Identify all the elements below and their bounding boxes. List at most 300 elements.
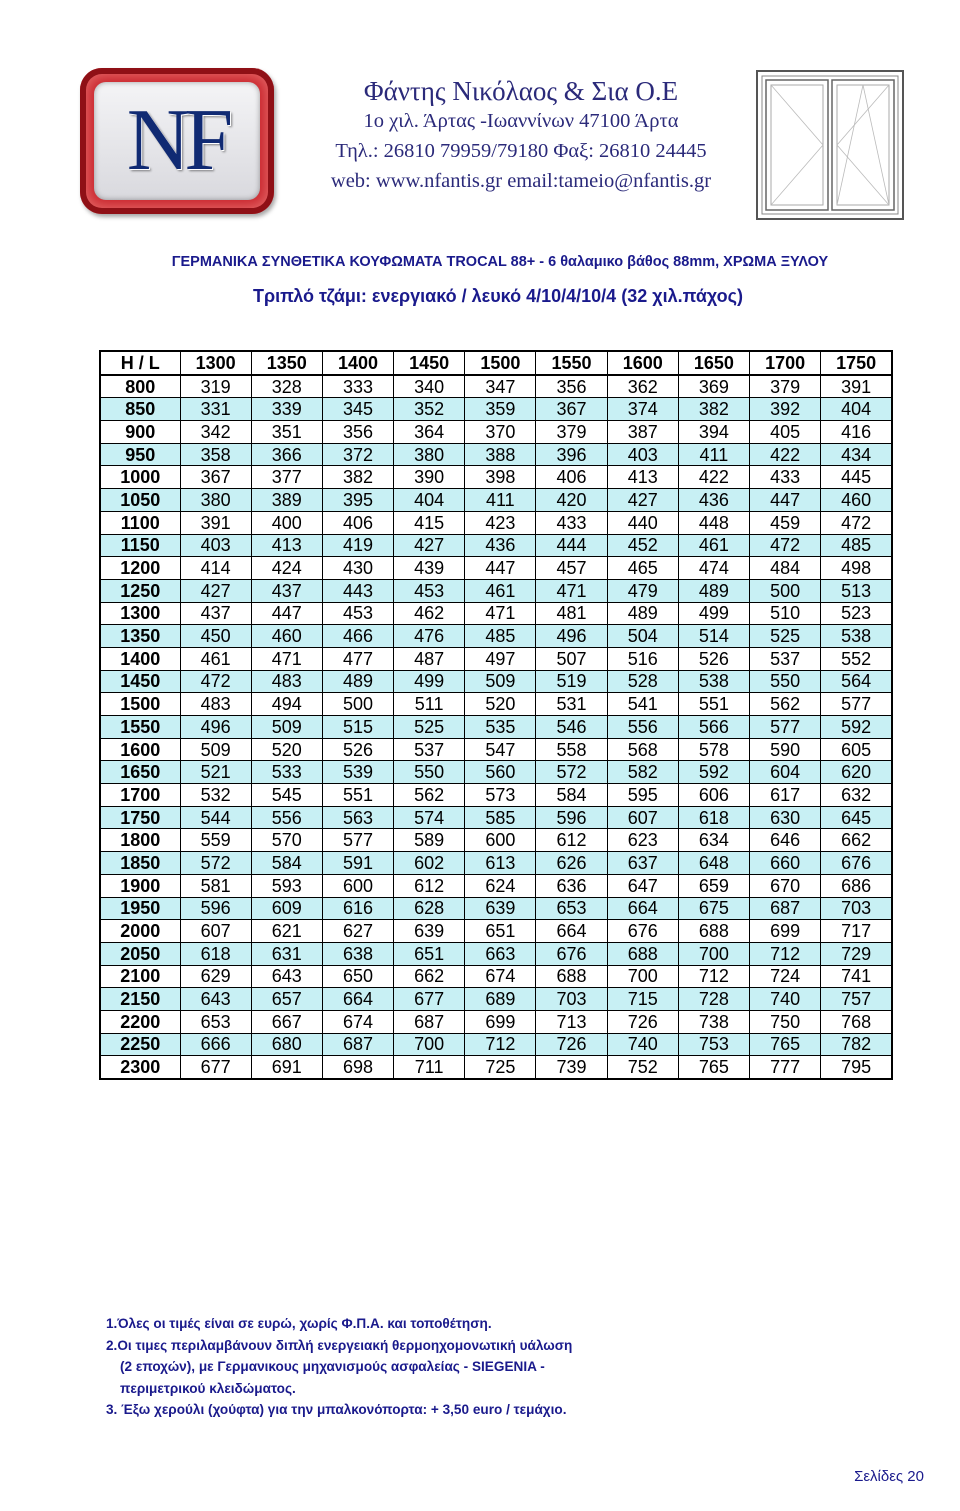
- table-row: [100, 874, 892, 897]
- price-cell: 420: [536, 489, 607, 512]
- table-row: [100, 716, 892, 739]
- price-cell: 572: [536, 761, 607, 784]
- price-cell: 606: [678, 784, 749, 807]
- price-cell: 419: [322, 534, 393, 557]
- price-cell: 459: [750, 511, 821, 534]
- height-cell: 2000: [100, 920, 180, 943]
- height-cell: 2200: [100, 1010, 180, 1033]
- height-cell: 2100: [100, 965, 180, 988]
- price-cell: 433: [536, 511, 607, 534]
- price-cell: 437: [180, 602, 251, 625]
- height-cell: 1100: [100, 511, 180, 534]
- height-cell: 1000: [100, 466, 180, 489]
- price-cell: 531: [536, 693, 607, 716]
- table-row: [100, 1010, 892, 1033]
- price-cell: 729: [821, 942, 892, 965]
- price-cell: 358: [180, 443, 251, 466]
- price-cell: 414: [180, 557, 251, 580]
- price-cell: 582: [607, 761, 678, 784]
- price-cell: 782: [821, 1033, 892, 1056]
- price-cell: 646: [750, 829, 821, 852]
- price-cell: 650: [322, 965, 393, 988]
- price-cell: 664: [607, 897, 678, 920]
- price-cell: 757: [821, 988, 892, 1011]
- height-cell: 800: [100, 375, 180, 398]
- price-cell: 577: [821, 693, 892, 716]
- price-cell: 342: [180, 421, 251, 444]
- price-cell: 609: [251, 897, 322, 920]
- price-cell: 406: [322, 511, 393, 534]
- price-cell: 590: [750, 738, 821, 761]
- price-cell: 447: [750, 489, 821, 512]
- price-cell: 379: [536, 421, 607, 444]
- width-header: 1650: [678, 351, 749, 375]
- price-cell: 602: [394, 852, 465, 875]
- price-cell: 367: [536, 398, 607, 421]
- price-cell: 653: [536, 897, 607, 920]
- price-cell: 700: [678, 942, 749, 965]
- price-cell: 551: [678, 693, 749, 716]
- price-cell: 768: [821, 1010, 892, 1033]
- price-cell: 319: [180, 375, 251, 398]
- price-cell: 687: [322, 1033, 393, 1056]
- product-line: ΓΕΡΜΑΝΙΚΑ ΣΥΝΘΕΤΙΚΑ ΚΟΥΦΩΜΑΤΑ TROCAL 88+ - 6 θαλαμικο βάθος 88mm, ΧΡΩΜΑ ΞΥΛΟΥ: [171, 254, 829, 270]
- price-cell: 584: [536, 784, 607, 807]
- price-cell: 537: [750, 647, 821, 670]
- price-cell: 521: [180, 761, 251, 784]
- price-cell: 352: [394, 398, 465, 421]
- note-2: 2.Οι τιμες περιλαμβάνουν διπλή ενεργειακή θερμοηχομονωτική υάλωση: [106, 1337, 573, 1353]
- price-cell: 645: [821, 806, 892, 829]
- price-cell: 405: [750, 421, 821, 444]
- height-cell: 1050: [100, 489, 180, 512]
- price-cell: 400: [251, 511, 322, 534]
- price-cell: 677: [180, 1056, 251, 1079]
- price-cell: 433: [750, 466, 821, 489]
- price-cell: 523: [821, 602, 892, 625]
- price-cell: 604: [750, 761, 821, 784]
- width-header: 1750: [821, 351, 892, 375]
- price-cell: 596: [180, 897, 251, 920]
- table-row: [100, 398, 892, 421]
- price-cell: 680: [251, 1033, 322, 1056]
- price-cell: 489: [607, 602, 678, 625]
- price-cell: 520: [465, 693, 536, 716]
- price-cell: 626: [536, 852, 607, 875]
- price-cell: 535: [465, 716, 536, 739]
- height-cell: 1150: [100, 534, 180, 557]
- price-cell: 634: [678, 829, 749, 852]
- price-cell: 562: [750, 693, 821, 716]
- price-cell: 558: [536, 738, 607, 761]
- price-cell: 703: [821, 897, 892, 920]
- price-cell: 462: [394, 602, 465, 625]
- price-cell: 452: [607, 534, 678, 557]
- price-cell: 592: [678, 761, 749, 784]
- price-cell: 496: [180, 716, 251, 739]
- price-cell: 487: [394, 647, 465, 670]
- price-cell: 331: [180, 398, 251, 421]
- price-cell: 483: [251, 670, 322, 693]
- table-row: [100, 942, 892, 965]
- table-row: [100, 625, 892, 648]
- price-cell: 453: [322, 602, 393, 625]
- price-cell: 562: [394, 784, 465, 807]
- price-cell: 547: [465, 738, 536, 761]
- price-cell: 415: [394, 511, 465, 534]
- price-cell: 728: [678, 988, 749, 1011]
- table-row: [100, 375, 892, 398]
- price-cell: 460: [821, 489, 892, 512]
- price-cell: 345: [322, 398, 393, 421]
- table-row: [100, 602, 892, 625]
- price-cell: 519: [536, 670, 607, 693]
- height-cell: 1500: [100, 693, 180, 716]
- price-cell: 476: [394, 625, 465, 648]
- width-header: 1700: [750, 351, 821, 375]
- price-cell: 403: [607, 443, 678, 466]
- price-cell: 394: [678, 421, 749, 444]
- height-cell: 1250: [100, 579, 180, 602]
- price-cell: 351: [251, 421, 322, 444]
- price-cell: 532: [180, 784, 251, 807]
- page-number: Σελίδες 20: [854, 1468, 924, 1485]
- table-row: [100, 466, 892, 489]
- price-cell: 390: [394, 466, 465, 489]
- price-cell: 550: [394, 761, 465, 784]
- price-cell: 411: [465, 489, 536, 512]
- price-cell: 676: [607, 920, 678, 943]
- price-cell: 651: [394, 942, 465, 965]
- price-cell: 356: [322, 421, 393, 444]
- price-cell: 688: [607, 942, 678, 965]
- price-cell: 688: [678, 920, 749, 943]
- price-cell: 450: [180, 625, 251, 648]
- height-cell: 1700: [100, 784, 180, 807]
- price-cell: 537: [394, 738, 465, 761]
- price-cell: 621: [251, 920, 322, 943]
- price-cell: 516: [607, 647, 678, 670]
- table-row: [100, 534, 892, 557]
- price-cell: 612: [394, 874, 465, 897]
- price-cell: 593: [251, 874, 322, 897]
- price-cell: 339: [251, 398, 322, 421]
- price-cell: 552: [821, 647, 892, 670]
- price-cell: 388: [465, 443, 536, 466]
- price-cell: 513: [821, 579, 892, 602]
- price-cell: 713: [536, 1010, 607, 1033]
- table-row: [100, 897, 892, 920]
- price-cell: 711: [394, 1056, 465, 1079]
- price-cell: 703: [536, 988, 607, 1011]
- price-cell: 643: [180, 988, 251, 1011]
- price-cell: 585: [465, 806, 536, 829]
- price-cell: 479: [607, 579, 678, 602]
- price-cell: 436: [465, 534, 536, 557]
- price-cell: 765: [678, 1056, 749, 1079]
- price-cell: 752: [607, 1056, 678, 1079]
- width-header: 1300: [180, 351, 251, 375]
- price-cell: 364: [394, 421, 465, 444]
- price-cell: 413: [607, 466, 678, 489]
- price-cell: 485: [465, 625, 536, 648]
- price-cell: 380: [394, 443, 465, 466]
- price-cell: 404: [821, 398, 892, 421]
- price-cell: 564: [821, 670, 892, 693]
- price-cell: 500: [322, 693, 393, 716]
- window-illustration: [756, 70, 904, 220]
- price-cell: 738: [678, 1010, 749, 1033]
- company-phone: Τηλ.: 26810 79959/79180 Φαξ: 26810 24445: [335, 140, 707, 162]
- price-cell: 382: [322, 466, 393, 489]
- price-cell: 573: [465, 784, 536, 807]
- price-cell: 741: [821, 965, 892, 988]
- price-cell: 404: [394, 489, 465, 512]
- company-web: web: www.nfantis.gr email:tameio@nfantis.gr: [330, 170, 712, 192]
- price-cell: 520: [251, 738, 322, 761]
- price-cell: 423: [465, 511, 536, 534]
- price-cell: 472: [821, 511, 892, 534]
- price-cell: 624: [465, 874, 536, 897]
- note-2-end: περιμετρικού κλειδώματος.: [120, 1380, 296, 1396]
- price-cell: 674: [465, 965, 536, 988]
- price-cell: 639: [394, 920, 465, 943]
- table-row: [100, 647, 892, 670]
- price-cell: 362: [607, 375, 678, 398]
- price-cell: 618: [180, 942, 251, 965]
- price-cell: 662: [394, 965, 465, 988]
- price-cell: 416: [821, 421, 892, 444]
- price-cell: 556: [607, 716, 678, 739]
- price-cell: 481: [536, 602, 607, 625]
- price-cell: 651: [465, 920, 536, 943]
- price-cell: 546: [536, 716, 607, 739]
- price-cell: 577: [322, 829, 393, 852]
- price-cell: 750: [750, 1010, 821, 1033]
- price-cell: 795: [821, 1056, 892, 1079]
- height-cell: 1350: [100, 625, 180, 648]
- price-cell: 777: [750, 1056, 821, 1079]
- height-cell: 950: [100, 443, 180, 466]
- table-row: [100, 557, 892, 580]
- table-body: [100, 375, 892, 1079]
- price-cell: 607: [180, 920, 251, 943]
- note-3: 3. Έξω χερούλι (χούφτα) για την μπαλκονόπορτα: + 3,50 euro / τεμάχιο.: [106, 1402, 567, 1417]
- price-cell: 461: [678, 534, 749, 557]
- height-cell: 1400: [100, 647, 180, 670]
- price-cell: 570: [251, 829, 322, 852]
- price-cell: 739: [536, 1056, 607, 1079]
- price-cell: 630: [750, 806, 821, 829]
- price-cell: 374: [607, 398, 678, 421]
- price-cell: 612: [536, 829, 607, 852]
- price-cell: 556: [251, 806, 322, 829]
- price-cell: 366: [251, 443, 322, 466]
- price-cell: 396: [536, 443, 607, 466]
- height-cell: 1900: [100, 874, 180, 897]
- price-cell: 466: [322, 625, 393, 648]
- price-cell: 387: [607, 421, 678, 444]
- price-cell: 613: [465, 852, 536, 875]
- price-cell: 526: [322, 738, 393, 761]
- height-cell: 1650: [100, 761, 180, 784]
- notes: [106, 1313, 706, 1421]
- price-cell: 369: [678, 375, 749, 398]
- width-header: 1500: [465, 351, 536, 375]
- price-cell: 639: [465, 897, 536, 920]
- height-cell: 1300: [100, 602, 180, 625]
- price-cell: 525: [394, 716, 465, 739]
- table-row: [100, 852, 892, 875]
- price-cell: 600: [465, 829, 536, 852]
- price-cell: 589: [394, 829, 465, 852]
- price-cell: 515: [322, 716, 393, 739]
- table-row: [100, 829, 892, 852]
- price-cell: 551: [322, 784, 393, 807]
- price-cell: 591: [322, 852, 393, 875]
- price-cell: 434: [821, 443, 892, 466]
- price-cell: 616: [322, 897, 393, 920]
- price-cell: 422: [678, 466, 749, 489]
- price-cell: 483: [180, 693, 251, 716]
- price-cell: 477: [322, 647, 393, 670]
- price-cell: 444: [536, 534, 607, 557]
- table-row: [100, 965, 892, 988]
- price-cell: 328: [251, 375, 322, 398]
- price-cell: 666: [180, 1033, 251, 1056]
- price-cell: 607: [607, 806, 678, 829]
- height-cell: 1550: [100, 716, 180, 739]
- price-cell: 367: [180, 466, 251, 489]
- price-cell: 637: [607, 852, 678, 875]
- price-cell: 461: [465, 579, 536, 602]
- price-cell: 765: [750, 1033, 821, 1056]
- width-header: 1550: [536, 351, 607, 375]
- height-cell: 2250: [100, 1033, 180, 1056]
- price-cell: 717: [821, 920, 892, 943]
- note-2-cont: (2 εποχών), με Γερμανικους μηχανισμούς ασφαλείας - SIEGENIA -: [120, 1359, 545, 1374]
- price-cell: 474: [678, 557, 749, 580]
- price-cell: 726: [536, 1033, 607, 1056]
- height-cell: 2300: [100, 1056, 180, 1079]
- table-row: [100, 988, 892, 1011]
- table-row: [100, 920, 892, 943]
- price-cell: 675: [678, 897, 749, 920]
- price-cell: 618: [678, 806, 749, 829]
- table-row: [100, 738, 892, 761]
- price-cell: 674: [322, 1010, 393, 1033]
- price-cell: 568: [607, 738, 678, 761]
- logo-text: NF: [126, 92, 228, 189]
- price-cell: 617: [750, 784, 821, 807]
- corner-header: H / L: [100, 351, 180, 375]
- price-cell: 406: [536, 466, 607, 489]
- price-cell: 627: [322, 920, 393, 943]
- price-cell: 440: [607, 511, 678, 534]
- price-cell: 356: [536, 375, 607, 398]
- width-header: 1400: [322, 351, 393, 375]
- price-cell: 507: [536, 647, 607, 670]
- price-cell: 499: [678, 602, 749, 625]
- price-cell: 392: [750, 398, 821, 421]
- price-cell: 578: [678, 738, 749, 761]
- height-cell: 2050: [100, 942, 180, 965]
- price-cell: 471: [251, 647, 322, 670]
- height-cell: 900: [100, 421, 180, 444]
- price-cell: 460: [251, 625, 322, 648]
- price-cell: 437: [251, 579, 322, 602]
- price-cell: 485: [821, 534, 892, 557]
- height-cell: 2150: [100, 988, 180, 1011]
- price-cell: 504: [607, 625, 678, 648]
- price-cell: 647: [607, 874, 678, 897]
- price-cell: 689: [465, 988, 536, 1011]
- table-row: [100, 761, 892, 784]
- price-cell: 380: [180, 489, 251, 512]
- price-cell: 687: [394, 1010, 465, 1033]
- price-cell: 514: [678, 625, 749, 648]
- table-row: [100, 784, 892, 807]
- price-cell: 498: [821, 557, 892, 580]
- price-cell: 566: [678, 716, 749, 739]
- price-cell: 676: [536, 942, 607, 965]
- glass-spec: Τριπλό τζάμι: ενεργιακό / λευκό 4/10/4/10/4 (32 χιλ.πάχος): [252, 286, 743, 306]
- price-cell: 382: [678, 398, 749, 421]
- company-name: Φάντης Νικόλαος & Σια Ο.Ε: [363, 76, 679, 106]
- table-row: [100, 693, 892, 716]
- price-cell: 712: [750, 942, 821, 965]
- price-cell: 726: [607, 1010, 678, 1033]
- price-cell: 600: [322, 874, 393, 897]
- price-cell: 511: [394, 693, 465, 716]
- price-cell: 403: [180, 534, 251, 557]
- height-cell: 850: [100, 398, 180, 421]
- height-cell: 1950: [100, 897, 180, 920]
- price-cell: 653: [180, 1010, 251, 1033]
- price-cell: 550: [750, 670, 821, 693]
- price-cell: 699: [750, 920, 821, 943]
- price-table: [99, 350, 893, 1080]
- price-cell: 700: [394, 1033, 465, 1056]
- price-cell: 509: [180, 738, 251, 761]
- price-cell: 560: [465, 761, 536, 784]
- price-cell: 413: [251, 534, 322, 557]
- height-cell: 1600: [100, 738, 180, 761]
- table-row: [100, 443, 892, 466]
- height-cell: 1800: [100, 829, 180, 852]
- width-header: 1350: [251, 351, 322, 375]
- price-cell: 740: [607, 1033, 678, 1056]
- price-cell: 443: [322, 579, 393, 602]
- price-cell: 628: [394, 897, 465, 920]
- price-cell: 592: [821, 716, 892, 739]
- price-cell: 676: [821, 852, 892, 875]
- price-cell: 398: [465, 466, 536, 489]
- price-cell: 605: [821, 738, 892, 761]
- price-cell: 528: [607, 670, 678, 693]
- price-cell: 465: [607, 557, 678, 580]
- price-cell: 596: [536, 806, 607, 829]
- price-cell: 629: [180, 965, 251, 988]
- price-cell: 725: [465, 1056, 536, 1079]
- price-cell: 691: [251, 1056, 322, 1079]
- price-cell: 574: [394, 806, 465, 829]
- company-header: [286, 76, 756, 196]
- price-cell: 636: [536, 874, 607, 897]
- price-cell: 489: [678, 579, 749, 602]
- price-cell: 753: [678, 1033, 749, 1056]
- price-cell: 448: [678, 511, 749, 534]
